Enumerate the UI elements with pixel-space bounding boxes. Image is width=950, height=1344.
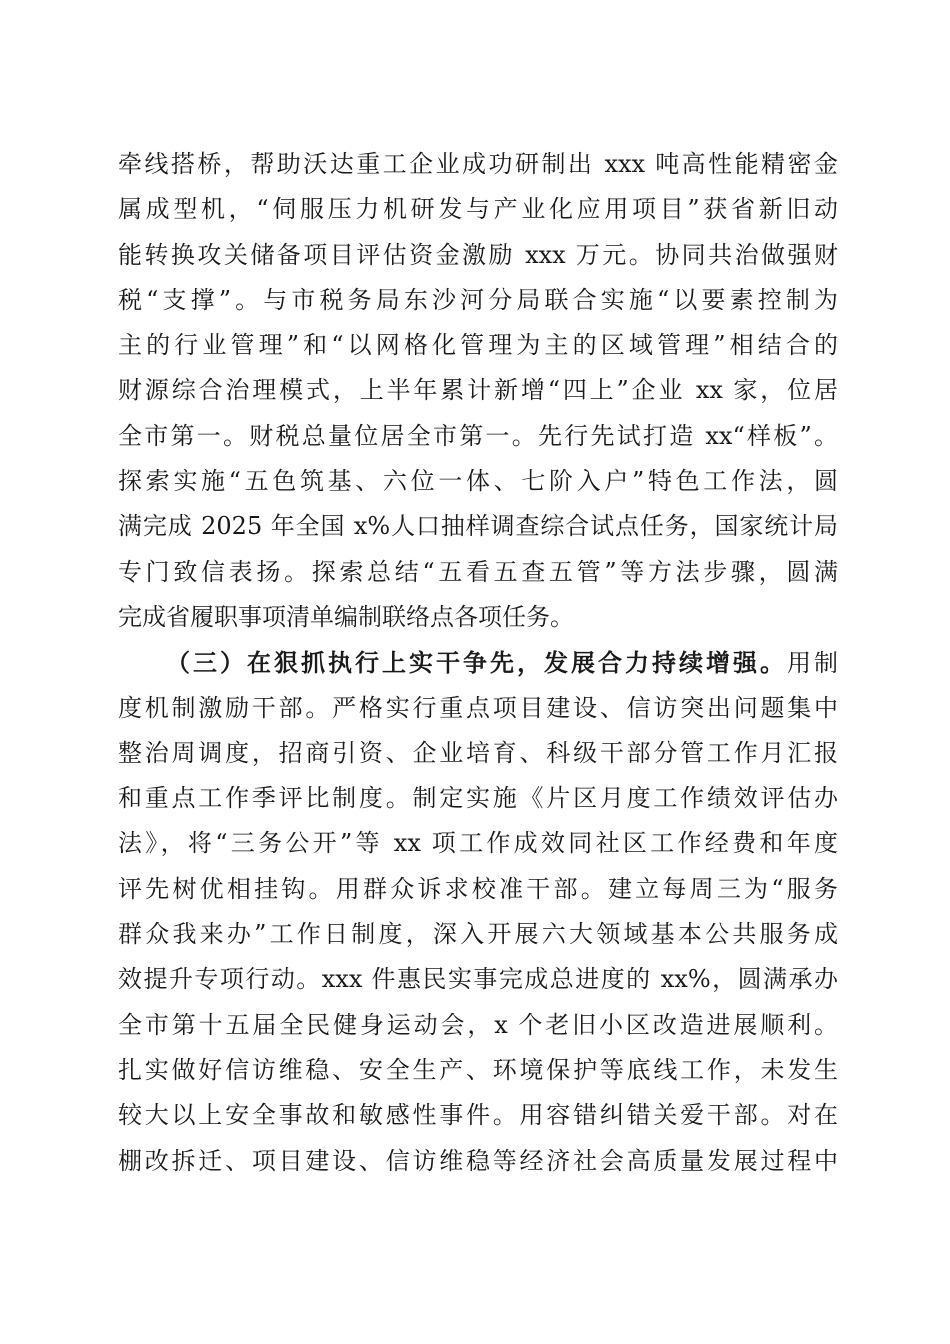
text-line: 探索实施“五色筑基、六位一体、七阶入户”特色工作法，圆 [118, 467, 838, 496]
text-line: 完成省履职事项清单编制联络点各项任务。 [118, 602, 574, 631]
text-line: 法》，将“三务公开”等 xx 项工作成效同社区工作经费和年度 [118, 829, 838, 858]
text-line: 棚改拆迁、项目建设、信访维稳等经济社会高质量发展过程中 [118, 1146, 838, 1175]
section-heading: （三）在狠抓执行上实干争先，发展合力持续增强。 [166, 648, 787, 678]
paragraph-2 [118, 640, 838, 1184]
text-line: 整治周调度，招商引资、企业培育、科级干部分管工作月汇报 [118, 738, 838, 767]
text-line: 和重点工作季评比制度。制定实施《片区月度工作绩效评估办 [118, 784, 838, 813]
text-line: 属成型机，“伺服压力机研发与产业化应用项目”获省新旧动 [118, 195, 838, 224]
document-body [118, 142, 838, 1184]
text-line: 全市第一。财税总量位居全市第一。先行先试打造 xx“样板”。 [118, 421, 838, 450]
text-line: 效提升专项行动。xxx 件惠民实事完成总进度的 xx%，圆满承办 [118, 965, 838, 994]
text-line: 财源综合治理模式，上半年累计新增“四上”企业 xx 家，位居 [118, 376, 838, 405]
text-line: 牵线搭桥，帮助沃达重工企业成功研制出 xxx 吨高性能精密金 [118, 150, 838, 178]
text-line: 群众我来办”工作日制度，深入开展六大领域基本公共服务成 [118, 920, 838, 949]
section-heading-line [118, 640, 838, 685]
text-line: 较大以上安全事故和敏感性事件。用容错纠错关爱干部。对在 [118, 1101, 838, 1130]
heading-line-rest: 用制 [787, 649, 838, 678]
text-line: 扎实做好信访维稳、安全生产、环境保护等底线工作，未发生 [118, 1055, 838, 1084]
text-line: 度机制激励干部。严格实行重点项目建设、信访突出问题集中 [118, 693, 838, 722]
text-line: 税“支撑”。与市税务局东沙河分局联合实施“以要素控制为 [118, 285, 838, 314]
text-line: 评先树优相挂钩。用群众诉求校准干部。建立每周三为“服务 [118, 874, 838, 903]
text-line: 专门致信表扬。探索总结“五看五查五管”等方法步骤，圆满 [118, 557, 838, 586]
text-line: 能转换攻关储备项目评估资金激励 xxx 万元。协同共治做强财 [118, 240, 838, 269]
text-line: 满完成 2025 年全国 x%人口抽样调查综合试点任务，国家统计局 [118, 512, 838, 541]
text-line: 全市第十五届全民健身运动会，x 个老旧小区改造进展顺利。 [118, 1010, 838, 1039]
text-line: 主的行业管理”和“以网格化管理为主的区域管理”相结合的 [118, 331, 838, 360]
paragraph-1 [118, 142, 838, 640]
